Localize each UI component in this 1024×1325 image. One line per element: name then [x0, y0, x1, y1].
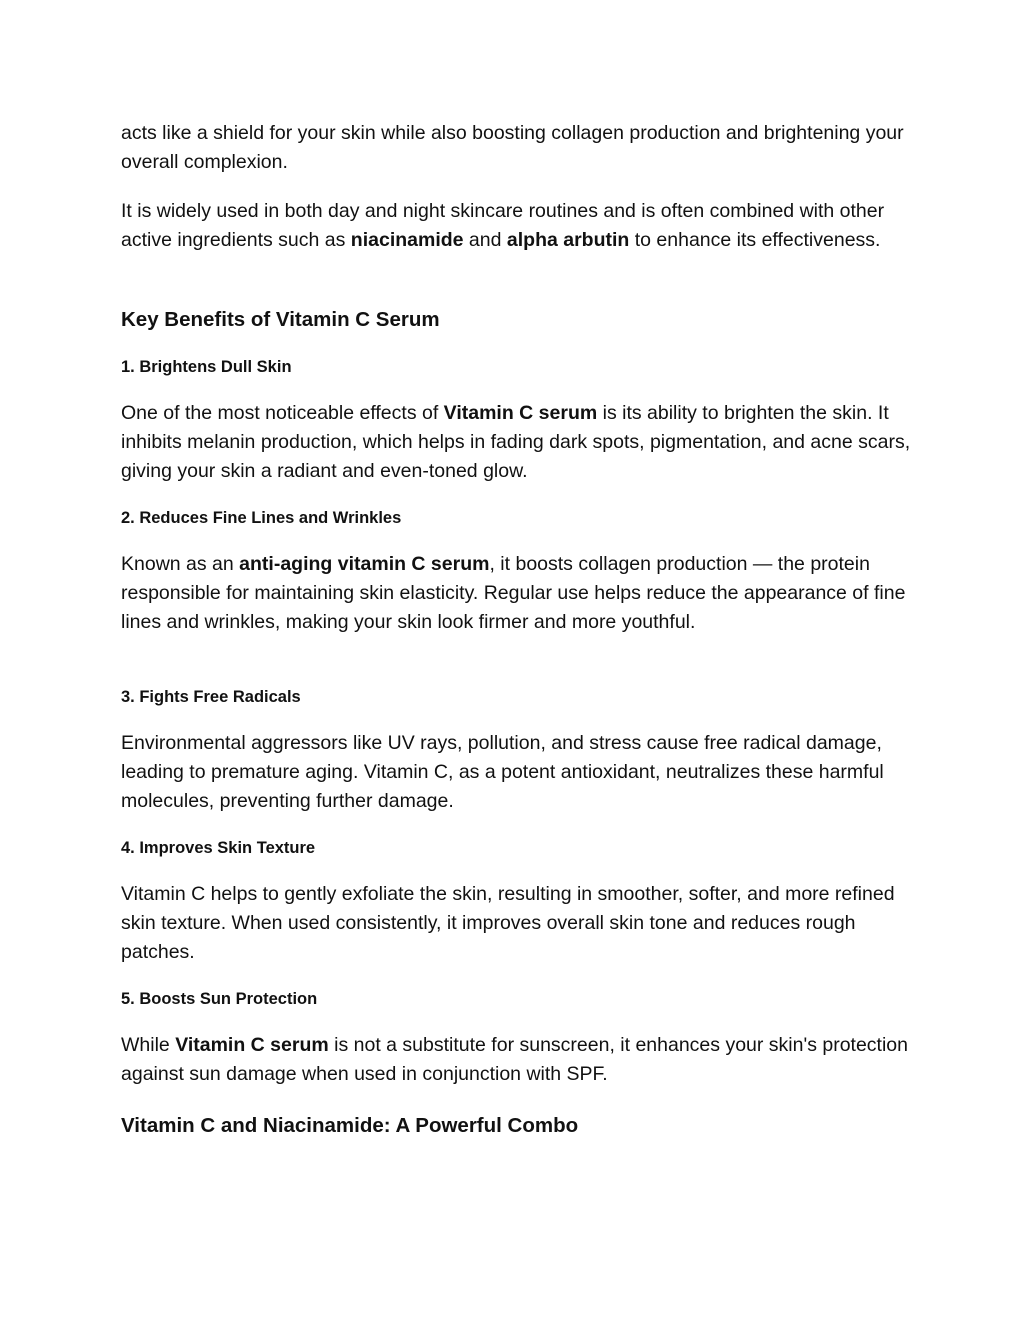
- intro-text-part: to enhance its effectiveness.: [629, 229, 881, 251]
- benefit-heading-1: 1. Brightens Dull Skin: [121, 358, 292, 376]
- benefit-text-part: is not a substitute for sunscreen, it enhances your skin's protection against sun damage when used in conjunction with SPF.: [121, 1034, 908, 1085]
- benefit-text-part: Known as an: [121, 553, 240, 575]
- benefit-text-part: One of the most noticeable effects of: [121, 402, 444, 424]
- bold-term-vitamin-c-serum: Vitamin C serum: [443, 402, 598, 424]
- benefit-heading-4: 4. Improves Skin Texture: [121, 839, 316, 857]
- benefit-heading-3: 3. Fights Free Radicals: [121, 688, 301, 706]
- benefit-heading-5: 5. Boosts Sun Protection: [121, 990, 318, 1008]
- bold-term-anti-aging-serum: anti-aging vitamin C serum: [239, 553, 490, 575]
- benefit-paragraph-1: [121, 399, 911, 486]
- benefit-text-part: While: [121, 1034, 176, 1056]
- benefit-heading-2: 2. Reduces Fine Lines and Wrinkles: [121, 509, 402, 527]
- bold-term-vitamin-c-serum: Vitamin C serum: [175, 1034, 329, 1056]
- bold-term-niacinamide: niacinamide: [350, 229, 464, 251]
- benefit-paragraph-5: [121, 1031, 911, 1089]
- benefit-paragraph-2: [121, 550, 911, 637]
- section-heading-key-benefits: Key Benefits of Vitamin C Serum: [121, 308, 440, 331]
- intro-paragraph-2: [121, 197, 911, 255]
- benefit-paragraph-4: Vitamin C helps to gently exfoliate the skin, resulting in smoother, softer, and more refined skin texture. When used consistently, it improves overall skin tone and reduces rough patches.: [121, 883, 895, 963]
- intro-paragraph-1: [121, 119, 911, 177]
- benefit-text-part: is its ability to brighten the skin. It inhibits melanin production, which helps in fading dark spots, pigmentation, and acne scars, giving your skin a radiant and even-toned glow.: [121, 402, 911, 482]
- benefit-text-part: , it boosts collagen production — the protein responsible for maintaining skin elasticity. Regular use helps reduce the appearance of fine lines and wrinkles, making your skin look firmer and more youthful.: [121, 553, 906, 633]
- intro-text-part: It is widely used in both day and night skincare routines and is often combined with other active ingredients such as: [121, 200, 885, 251]
- intro-text-part: and: [463, 229, 507, 251]
- intro-text: acts like a shield for your skin while also boosting collagen production and brightening your overall complexion.: [121, 122, 904, 173]
- section-heading-combo: Vitamin C and Niacinamide: A Powerful Combo: [121, 1114, 579, 1137]
- benefit-paragraph-3: Environmental aggressors like UV rays, pollution, and stress cause free radical damage, leading to premature aging. Vitamin C, as a potent antioxidant, neutralizes these harmful molecules, preventing further damage.: [121, 732, 884, 812]
- bold-term-alpha-arbutin: alpha arbutin: [506, 229, 630, 251]
